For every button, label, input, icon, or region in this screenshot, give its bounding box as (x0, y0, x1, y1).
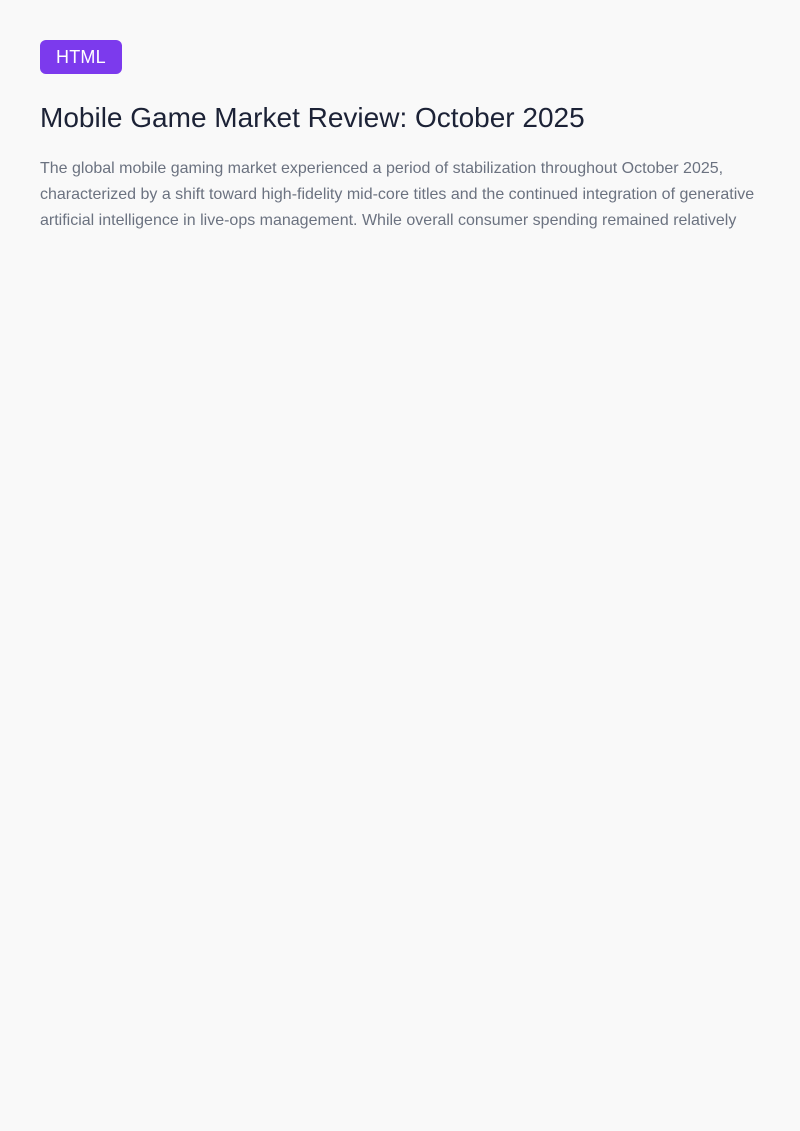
page-title: Mobile Game Market Review: October 2025 (40, 102, 585, 133)
article-paragraph: The global mobile gaming market experienced a period of stabilization throughout October 2025, characterized by a shift toward high-fidelity mid-core titles and the continued integration of generative artificial intelligence in live-ops management. While overall consumer spending remained relatively (40, 160, 755, 229)
format-badge: HTML (40, 40, 122, 74)
